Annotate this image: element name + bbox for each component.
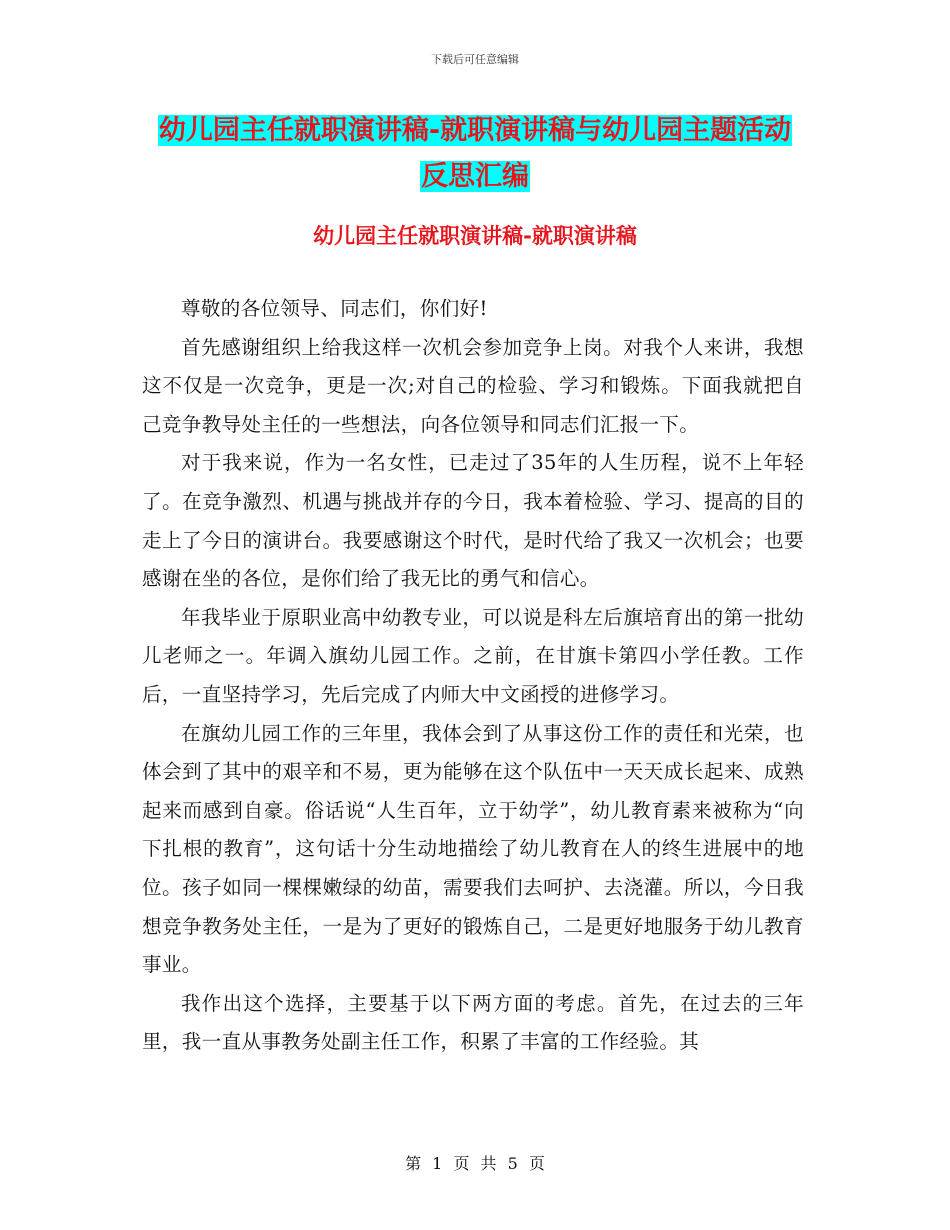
paragraph: 对于我来说，作为一名女性，已走过了35年的人生历程，说不上年轻了。在竞争激烈、机遇与挑战并存的今日，我本着检验、学习、提高的目的走上了今日的演讲台。我要感谢这个时代，是时代给了我又一次机会；也要感谢在坐的各位，是你们给了我无比的勇气和信心。 <box>142 451 804 591</box>
paragraph: 我作出这个选择，主要基于以下两方面的考虑。首先，在过去的三年里，我一直从事教务处副主任工作，积累了丰富的工作经验。其 <box>142 991 804 1054</box>
paragraph: 年我毕业于原职业高中幼教专业，可以说是科左后旗培育出的第一批幼儿老师之一。年调入旗幼儿园工作。之前，在甘旗卡第四小学任教。工作后，一直坚持学习，先后完成了内师大中文函授的进修学习。 <box>142 605 804 706</box>
paragraph-greeting: 尊敬的各位领导、同志们，你们好! <box>181 297 488 320</box>
document-title <box>0 108 950 200</box>
paragraph: 首先感谢组织上给我这样一次机会参加竞争上岗。对我个人来讲，我想这不仅是一次竞争，更是一次;对自己的检验、学习和锻炼。下面我就把自己竞争教导处主任的一些想法，向各位领导和同志们汇报一下。 <box>142 335 804 436</box>
page-number: 第 1 页 共 5 页 <box>405 1154 545 1173</box>
document-title-line-1: 幼儿园主任就职演讲稿-就职演讲稿与幼儿园主题活动 <box>158 115 792 146</box>
speech-body <box>142 290 804 1062</box>
page-header-note: 下载后可任意编辑 <box>431 53 519 66</box>
section-title: 幼儿园主任就职演讲稿-就职演讲稿 <box>313 224 637 248</box>
document-title-line-2: 反思汇编 <box>421 161 529 192</box>
paragraph: 在旗幼儿园工作的三年里，我体会到了从事这份工作的责任和光荣，也体会到了其中的艰辛和不易，更为能够在这个队伍中一天天成长起来、成熟起来而感到自豪。俗话说“人生百年，立于幼学”，幼儿教育素来被称为“向下扎根的教育”，这句话十分生动地描绘了幼儿教育在人的终生进展中的地位。孩子如同一棵棵嫩绿的幼苗，需要我们去呵护、去浇灌。所以，今日我想竞争教务处主任，一是为了更好的锻炼自己，二是更好地服务于幼儿教育事业。 <box>142 721 804 977</box>
